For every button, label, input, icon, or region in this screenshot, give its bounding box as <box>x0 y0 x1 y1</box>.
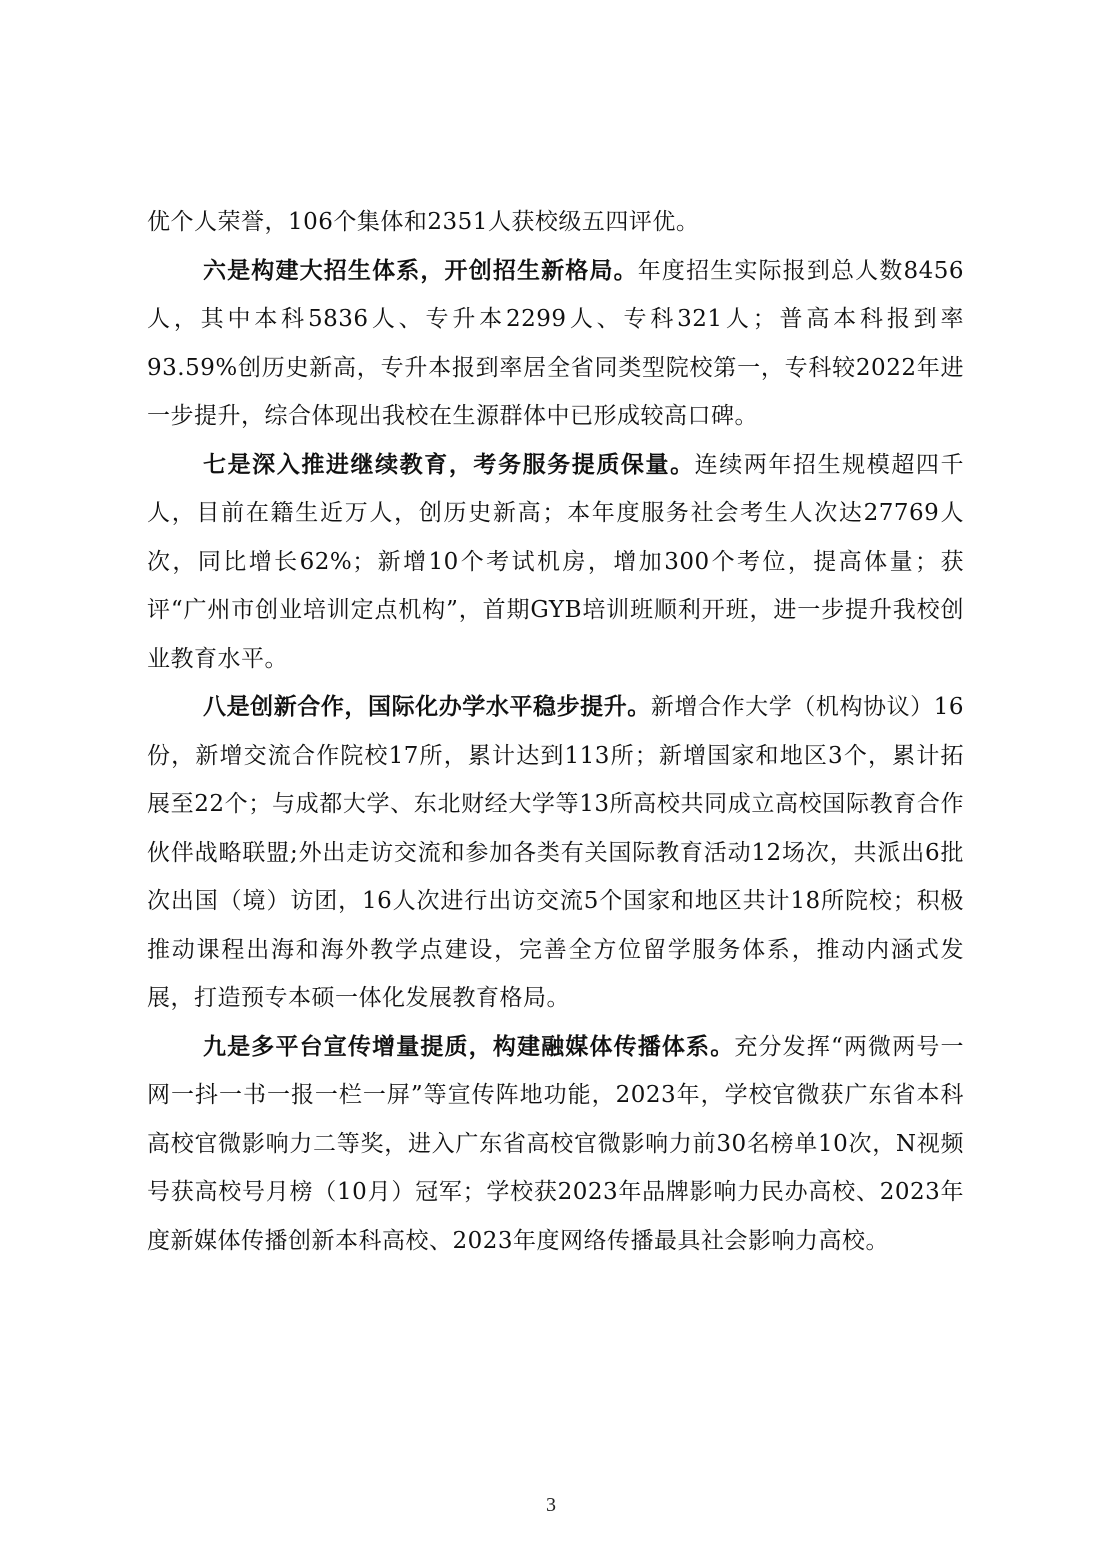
paragraph-media-publicity <box>147 1023 964 1266</box>
paragraph-enrollment <box>147 247 964 441</box>
document-body <box>147 198 964 1265</box>
paragraph-continuation <box>147 198 964 247</box>
paragraph-lead: 九是多平台宣传增量提质，构建融媒体传播体系。 <box>203 1032 735 1060</box>
paragraph-text: 充分发挥“两微两号一网一抖一书一报一栏一屏”等宣传阵地功能，2023年，学校官微获广东省本科高校官微影响力二等奖，进入广东省高校官微影响力前30名榜单10次，N视频号获高校号月榜（10月）冠军；学校获2023年品牌影响力民办高校、2023年度新媒体传播创新本科高校、2023年度网络传播最具社会影响力高校。 <box>147 1033 965 1254</box>
paragraph-text: 年度招生实际报到总人数8456人，其中本科5836人、专升本2299人、专科321人；普高本科报到率93.59%创历史新高，专升本报到率居全省同类型院校第一，专科较2022年进一步提升，综合体现出我校在生源群体中已形成较高口碑。 <box>147 257 964 429</box>
paragraph-text: 优个人荣誉，106个集体和2351人获校级五四评优。 <box>147 209 700 235</box>
paragraph-lead: 七是深入推进继续教育，考务服务提质保量。 <box>203 450 695 478</box>
paragraph-text: 新增合作大学（机构协议）16份，新增交流合作院校17所，累计达到113所；新增国家和地区3个，累计拓展至22个；与成都大学、东北财经大学等13所高校共同成立高校国际教育合作伙伴战略联盟;外出走访交流和参加各类有关国际教育活动12场次，共派出6批次出国（境）访团，16人次进行出访交流5个国家和地区共计18所院校；积极推动课程出海和海外教学点建设，完善全方位留学服务体系，推动内涵式发展，打造预专本硕一体化发展教育格局。 <box>147 694 965 1011</box>
page-number: 3 <box>546 1494 556 1516</box>
paragraph-continuing-education <box>147 441 964 684</box>
paragraph-lead: 八是创新合作，国际化办学水平稳步提升。 <box>203 693 651 720</box>
paragraph-lead: 六是构建大招生体系，开创招生新格局。 <box>203 256 638 284</box>
paragraph-international-cooperation <box>147 683 964 1023</box>
paragraph-text: 连续两年招生规模超四千人，目前在籍生近万人，创历史新高；本年度服务社会考生人次达27769人次，同比增长62%；新增10个考试机房，增加300个考位，提高体量；获评“广州市创业培训定点机构”，首期GYB培训班顺利开班，进一步提升我校创业教育水平。 <box>147 451 965 672</box>
